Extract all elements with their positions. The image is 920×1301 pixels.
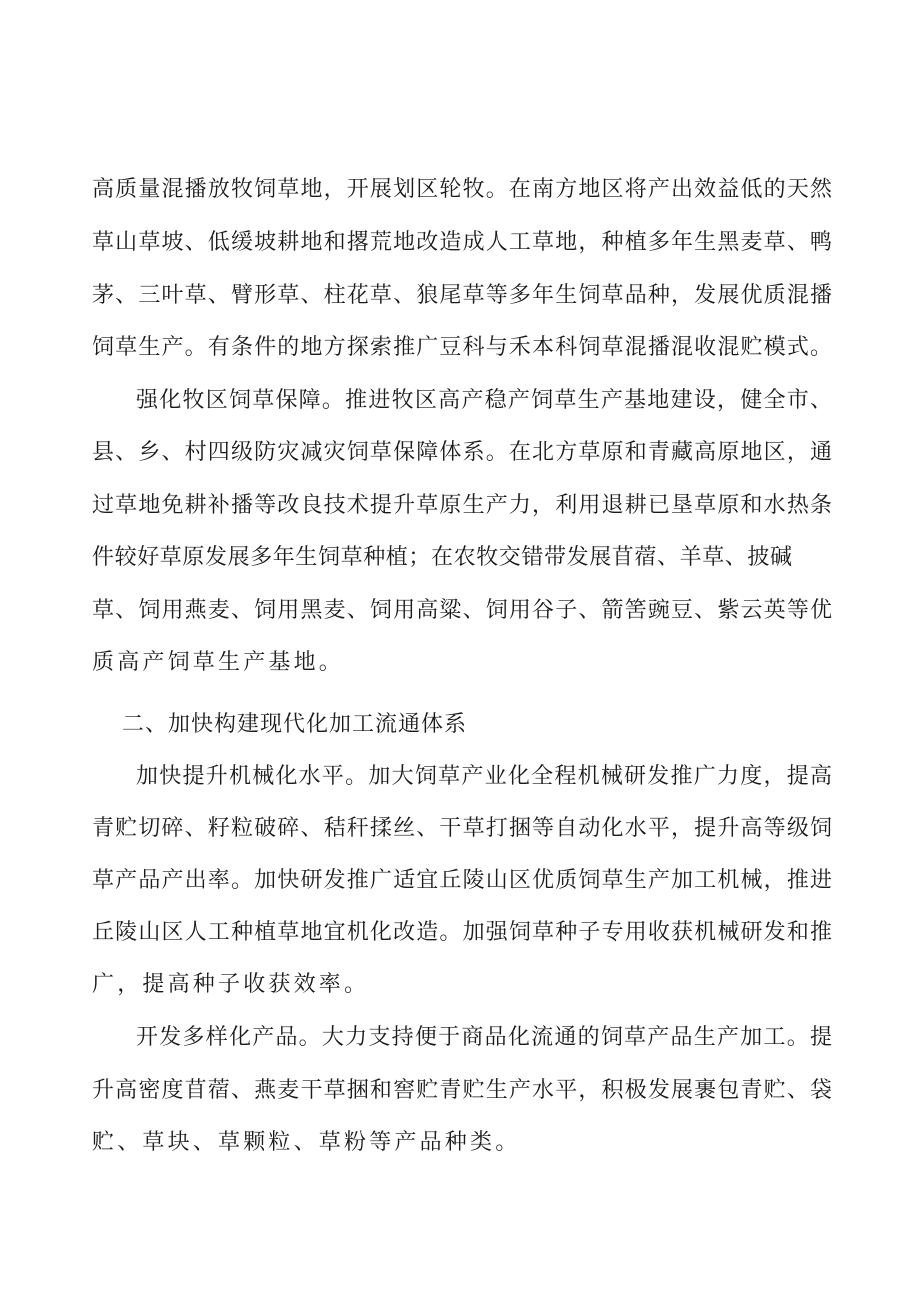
section-heading: 二、加快构建现代化加工流通体系 [122, 712, 468, 737]
paragraph-line: 县、乡、村四级防灾减灾饲草保障体系。在北方草原和青藏高原地区，通 [92, 440, 832, 465]
paragraph-line: 开发多样化产品。大力支持便于商品化流通的饲草产品生产加工。提 [136, 1025, 832, 1050]
paragraph-line: 草山草坡、低缓坡耕地和撂荒地改造成人工草地，种植多年生黑麦草、鸭 [92, 230, 832, 255]
paragraph-line: 件较好草原发展多年生饲草种植；在农牧交错带发展苜蓿、羊草、披碱 [92, 545, 792, 570]
paragraph-line: 升高密度苜蓿、燕麦干草捆和窖贮青贮生产水平，积极发展裹包青贮、袋 [92, 1078, 832, 1103]
paragraph-line: 广，提高种子收获效率。 [92, 972, 370, 997]
paragraph-line: 青贮切碎、籽粒破碎、秸秆揉丝、干草打捆等自动化水平，提升高等级饲 [92, 816, 832, 841]
paragraph-line: 草产品产出率。加快研发推广适宜丘陵山区优质饲草生产加工机械，推进 [92, 868, 832, 893]
paragraph-line: 草、饲用燕麦、饲用黑麦、饲用高粱、饲用谷子、箭筈豌豆、紫云英等优 [92, 598, 832, 623]
paragraph-line: 过草地免耕补播等改良技术提升草原生产力，利用退耕已垦草原和水热条 [92, 493, 832, 518]
paragraph-line: 饲草生产。有条件的地方探索推广豆科与禾本科饲草混播混收混贮模式。 [92, 335, 832, 360]
paragraph-line: 强化牧区饲草保障。推进牧区高产稳产饲草生产基地建设，健全市、 [136, 388, 832, 413]
paragraph-line: 质高产饲草生产基地。 [92, 650, 345, 675]
paragraph-line: 茅、三叶草、臂形草、柱花草、狼尾草等多年生饲草品种，发展优质混播 [92, 283, 832, 308]
paragraph-line: 贮、草块、草颗粒、草粉等产品种类。 [92, 1130, 521, 1155]
paragraph-line: 高质量混播放牧饲草地，开展划区轮牧。在南方地区将产出效益低的天然 [92, 177, 832, 202]
paragraph-line: 丘陵山区人工种植草地宜机化改造。加强饲草种子专用收获机械研发和推 [92, 920, 832, 945]
paragraph-line: 加快提升机械化水平。加大饲草产业化全程机械研发推广力度，提高 [136, 764, 832, 789]
